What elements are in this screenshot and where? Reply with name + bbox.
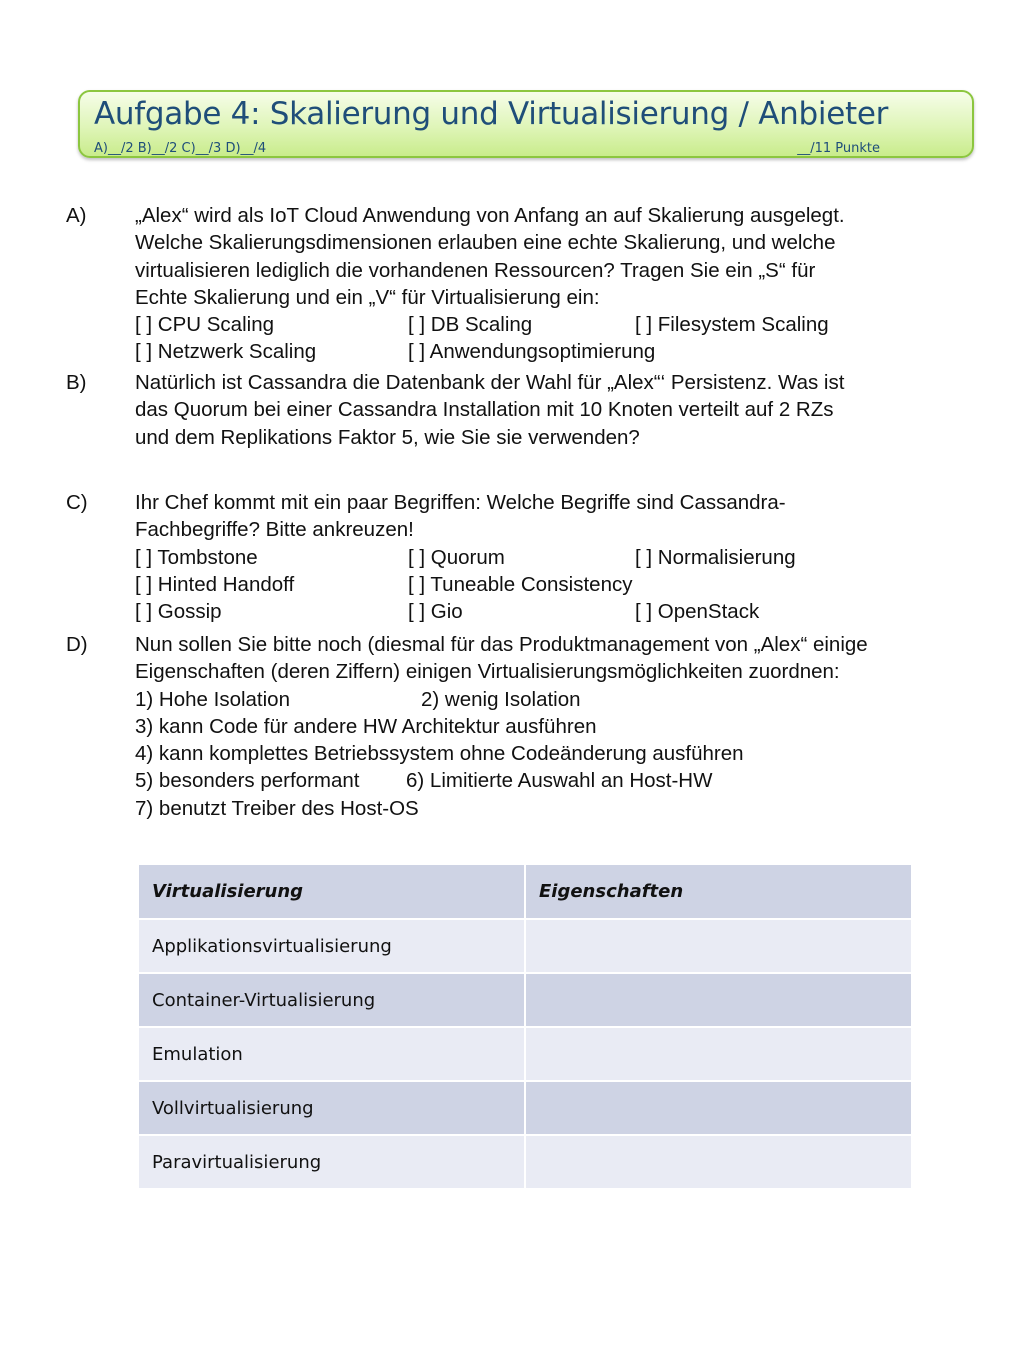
question-text-line: und dem Replikations Faktor 5, wie Sie sie verwenden? [135,425,640,449]
option-row [135,544,975,571]
question-letter: B) [66,371,87,394]
table-cell-properties[interactable] [525,973,912,1027]
task-points-breakdown: A)__/2 B)__/2 C)__/3 D)__/4 [94,141,267,156]
checkbox-option[interactable]: [ ] Tombstone [135,545,258,569]
table-cell-type: Container-Virtualisierung [139,973,525,1027]
question-body [135,369,975,451]
question-body [135,202,975,366]
table-cell-type: Vollvirtualisierung [139,1081,525,1135]
question-text-line: Fachbegriffe? Bitte ankreuzen! [135,518,414,542]
table-row [139,919,912,973]
property-row [135,795,975,822]
property-item: 5) besonders performant [135,769,360,793]
table-cell-type: Emulation [139,1027,525,1081]
question-text-line: Echte Skalierung und ein „V“ für Virtualisierung ein: [135,285,600,309]
checkbox-option[interactable]: [ ] Tuneable Consistency [408,572,633,596]
virtualization-table [139,865,913,1190]
property-item: 4) kann komplettes Betriebssystem ohne Codeänderung ausführen [135,742,744,766]
checkbox-option[interactable]: [ ] Normalisierung [635,545,796,569]
question-letter: A) [66,204,87,227]
checkbox-option[interactable]: [ ] Gio [408,600,463,624]
question-body [135,631,975,822]
table-cell-type: Paravirtualisierung [139,1135,525,1189]
option-row [135,338,975,365]
task-title: Aufgabe 4: Skalierung und Virtualisierung / Anbieter [94,96,889,132]
question-text-line: Nun sollen Sie bitte noch (diesmal für das Produktmanagement von „Alex“ einige [135,633,868,656]
question-text-line: Eigenschaften (deren Ziffern) einigen Virtualisierungsmöglichkeiten zuordnen: [135,660,840,684]
question-text-line: „Alex“ wird als IoT Cloud Anwendung von Anfang an auf Skalierung ausgelegt. [135,204,845,227]
question-text-line: Ihr Chef kommt mit ein paar Begriffen: Welche Begriffe sind Cassandra- [135,491,786,514]
question-letter: D) [66,633,88,656]
option-row [135,311,975,338]
table-header-cell: Virtualisierung [139,865,525,919]
table-row [139,1081,912,1135]
table-cell-type: Applikationsvirtualisierung [139,919,525,973]
option-row [135,571,975,598]
property-item: 3) kann Code für andere HW Architektur ausführen [135,714,597,738]
question-text-line: virtualisieren lediglich die vorhandenen Ressourcen? Tragen Sie ein „S“ für [135,258,816,282]
property-row [135,767,975,794]
question-text-line: das Quorum bei einer Cassandra Installation mit 10 Knoten verteilt auf 2 RZs [135,398,834,422]
question-text-line: Welche Skalierungsdimensionen erlauben eine echte Skalierung, und welche [135,231,836,255]
question-body [135,489,975,625]
checkbox-option[interactable]: [ ] CPU Scaling [135,313,274,337]
table-row [139,1135,912,1189]
table-cell-properties[interactable] [525,1135,912,1189]
property-item: 2) wenig Isolation [421,687,581,711]
property-row [135,686,975,713]
checkbox-option[interactable]: [ ] Filesystem Scaling [635,313,829,337]
property-item: 1) Hohe Isolation [135,687,290,711]
checkbox-option[interactable]: [ ] Gossip [135,600,222,624]
checkbox-option[interactable]: [ ] Quorum [408,545,505,569]
property-item: 6) Limitierte Auswahl an Host-HW [406,769,713,793]
table-row [139,1027,912,1081]
table-cell-properties[interactable] [525,1027,912,1081]
task-header [78,90,974,158]
table-cell-properties[interactable] [525,919,912,973]
property-row [135,740,975,767]
question-letter: C) [66,491,88,514]
property-row [135,713,975,740]
checkbox-option[interactable]: [ ] Netzwerk Scaling [135,340,317,364]
checkbox-option[interactable]: [ ] DB Scaling [408,313,533,337]
property-item: 7) benutzt Treiber des Host-OS [135,796,419,820]
table-header-row [139,865,912,919]
task-total-points: __/11 Punkte [797,141,880,156]
checkbox-option[interactable]: [ ] OpenStack [635,600,760,624]
checkbox-option[interactable]: [ ] Anwendungsoptimierung [408,340,656,364]
question-text-line: Natürlich ist Cassandra die Datenbank der Wahl für „Alex“‘ Persistenz. Was ist [135,371,845,394]
table-header-cell: Eigenschaften [525,865,912,919]
table-row [139,973,912,1027]
checkbox-option[interactable]: [ ] Hinted Handoff [135,572,295,596]
table-cell-properties[interactable] [525,1081,912,1135]
option-row [135,598,975,625]
